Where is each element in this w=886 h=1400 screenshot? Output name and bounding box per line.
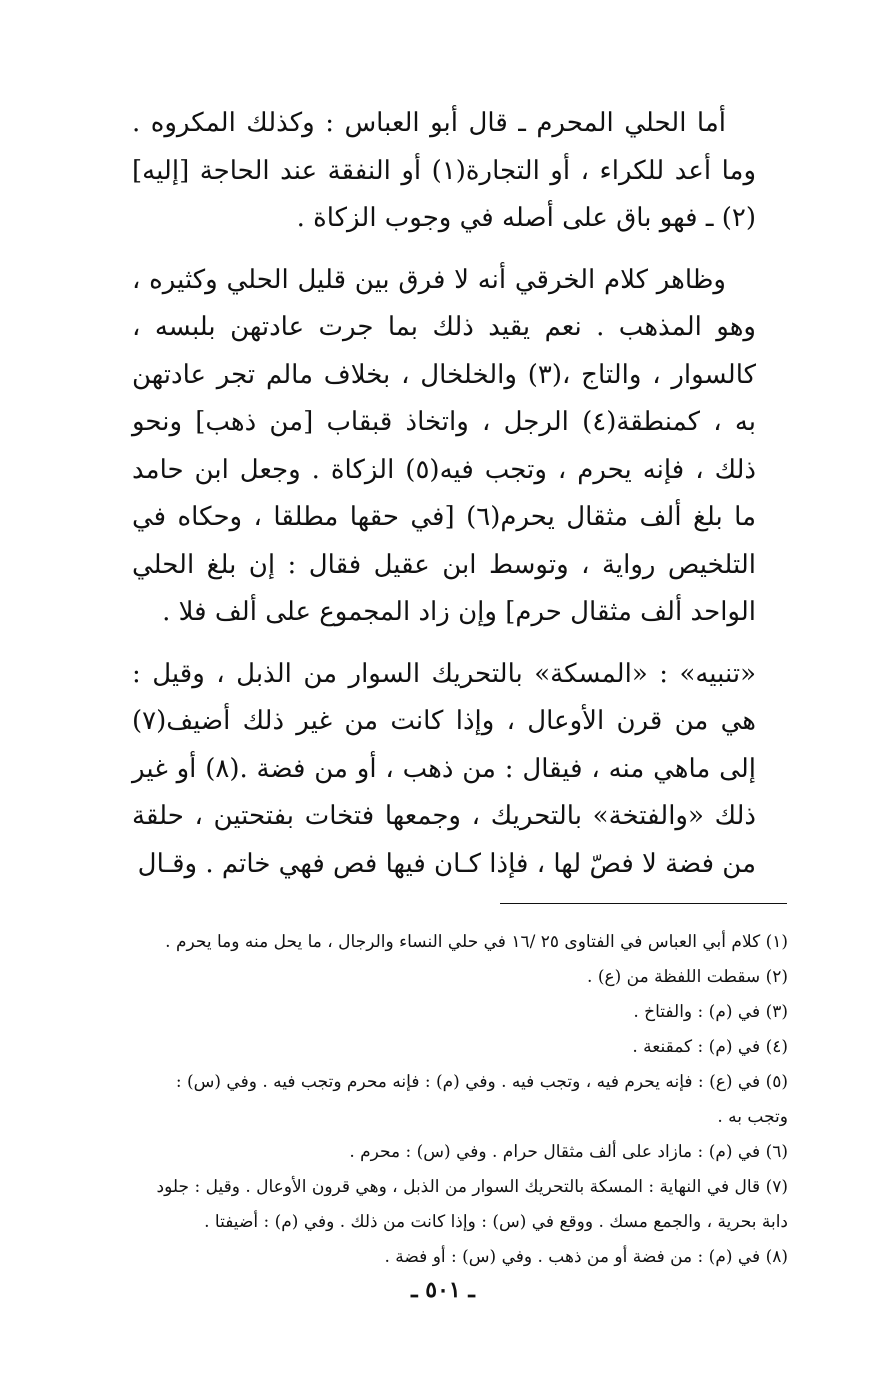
page-number: ـ ٥٠١ ـ (411, 1277, 475, 1303)
footnote-separator (500, 903, 787, 904)
footnote-8: (٨) في (م) : من فضة أو من ذهب . وفي (س) : أو فضة . (384, 1247, 788, 1267)
footnotes (132, 925, 788, 1275)
footnote-1: (١) كلام أبي العباس في الفتاوى ٢٥ /١٦ في حلي النساء والرجال ، ما يحل منه وما يحرم . (165, 932, 788, 952)
footnote-4: (٤) في (م) : كمقنعة . (632, 1037, 788, 1057)
paragraph-3: «تنبيه» : «المسكة» بالتحريك السوار من الذبل ، وقيل : هي من قرن الأوعال ، وإذا كانت من غير ذلك أضيف(٧) إلى ماهي منه ، فيقال : من ذهب ، أو من فضة .(٨) أو غير ذلك «والفتخة» بالتحريك ، وجمعها فتخات بفتحتين ، حلقة من فضة لا فصّ لها ، فإذا كـان فيها فص فهي خاتم . وقـال (132, 658, 756, 879)
footnote-7: (٧) قال في النهاية : المسكة بالتحريك السوار من الذبل ، وهي قرون الأوعال . وقيل : جلود دابة بحرية ، والجمع مسك . ووقع في (س) : وإذا كانت من ذلك . وفي (م) : أضيفتا . (156, 1177, 788, 1232)
footnote-2: (٢) سقطت اللفظة من (ع) . (587, 967, 788, 987)
paragraph-1: أما الحلي المحرم ـ قال أبو العباس : وكذلك المكروه . وما أعد للكراء ، أو التجارة(١) أو النفقة عند الحاجة [إليه](٢) ـ فهو باق على أصله في وجوب الزكاة . (132, 108, 756, 233)
main-text (132, 100, 756, 902)
paragraph-2: وظاهر كلام الخرقي أنه لا فرق بين قليل الحلي وكثيره ، وهو المذهب . نعم يقيد ذلك بما جرت عادتهن بلبسه ، كالسوار ، والتاج ،(٣) والخلخال ، بخلاف مالم تجر عادتهن به ، كمنطقة(٤) الرجل ، واتخاذ قبقاب [من ذهب] ونحو ذلك ، فإنه يحرم ، وتجب فيه(٥) الزكاة . وجعل ابن حامد ما بلغ ألف مثقال يحرم(٦) [في حقها مطلقا ، وحكاه في التلخيص رواية ، وتوسط ابن عقيل فقال : إن بلغ الحلي الواحد ألف مثقال حرم] وإن زاد المجموع على ألف فلا . (132, 264, 756, 627)
footnote-6: (٦) في (م) : مازاد على ألف مثقال حرام . وفي (س) : محرم . (349, 1142, 788, 1162)
footnote-5: (٥) في (ع) : فإنه يحرم فيه ، وتجب فيه . وفي (م) : فإنه محرم وتجب فيه . وفي (س) : وتجب به . (175, 1072, 788, 1127)
footnote-3: (٣) في (م) : والفتاخ . (633, 1002, 788, 1022)
